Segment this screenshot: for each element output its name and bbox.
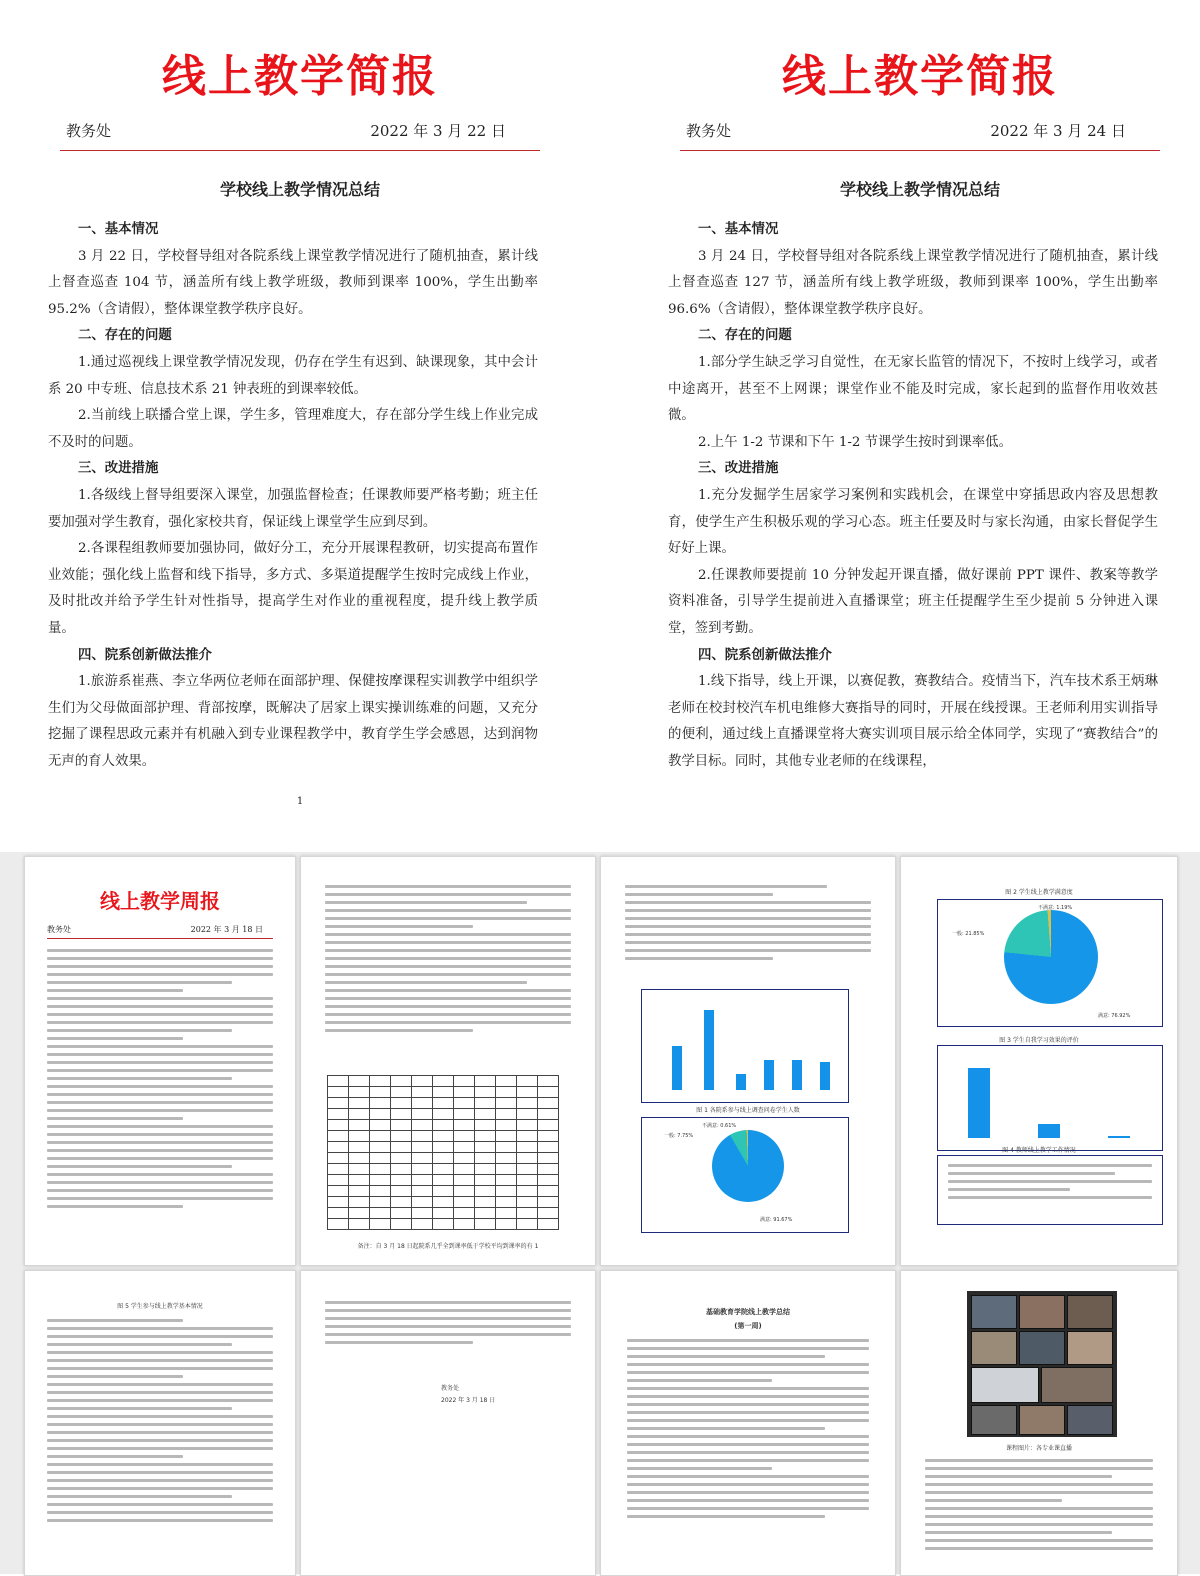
bar bbox=[672, 1046, 682, 1090]
department: 教务处 bbox=[66, 122, 112, 140]
bulletin-meta bbox=[680, 120, 1160, 150]
bar bbox=[736, 1074, 746, 1090]
bar bbox=[1108, 1136, 1130, 1138]
paragraph: 3 月 24 日，学校督导组对各院系线上课堂教学情况进行了随机抽查，累计线上督查巡查 127 节，涵盖所有线上教学班级，教师到课率 100%，学生出勤率 96.6%（含请假），整体课堂教学秩序良好。 bbox=[668, 248, 1158, 317]
thumb-page-4 bbox=[900, 856, 1178, 1266]
bulletin-meta bbox=[60, 120, 540, 150]
thumb-sign: 教务处 bbox=[441, 1385, 460, 1392]
thumb-pie-chart bbox=[937, 899, 1163, 1027]
thumb-dept: 教务处 bbox=[47, 925, 71, 934]
thumb-subtitle: (第一周) bbox=[734, 1322, 762, 1330]
red-rule bbox=[680, 150, 1160, 151]
pie-label: 一般: 7.75% bbox=[664, 1133, 694, 1139]
section-heading: 四、院系创新做法推介 bbox=[698, 647, 832, 663]
thumb-text-lines bbox=[925, 1459, 1153, 1550]
pie-label: 满意: 76.92% bbox=[1098, 1013, 1131, 1019]
thumb-text-lines bbox=[627, 1339, 869, 1518]
thumb-text-lines bbox=[47, 949, 273, 1208]
thumb-page-3 bbox=[600, 856, 896, 1266]
paragraph: 1.部分学生缺乏学习自觉性，在无家长监管的情况下，不按时上线学习，或者中途离开，甚至不上网课；课堂作业不能及时完成，家长起到的监督作用收效甚微。 bbox=[668, 354, 1158, 424]
bulletin-page-1 bbox=[20, 0, 580, 820]
pie-label: 满意: 91.67% bbox=[760, 1217, 793, 1223]
section-heading: 一、基本情况 bbox=[78, 222, 159, 237]
bar bbox=[820, 1062, 830, 1090]
pie bbox=[1004, 910, 1098, 1004]
thumb-page-2 bbox=[300, 856, 596, 1266]
paragraph: 1.各级线上督导组要深入课堂，加强监督检查；任课教师要严格考勤；班主任要加强对学生教育，强化家校共育，保证线上课堂学生应到尽到。 bbox=[48, 487, 538, 530]
thumb-text-lines bbox=[325, 1301, 571, 1344]
thumb-text-lines bbox=[325, 885, 571, 1032]
issue-date: 2022 年 3 月 24 日 bbox=[990, 122, 1126, 140]
masthead-title: 线上教学简报 bbox=[782, 51, 1058, 102]
pie-label: 不满意: 0.61% bbox=[702, 1123, 737, 1129]
thumb-date: 2022 年 3 月 18 日 bbox=[190, 925, 263, 934]
thumb-text-lines bbox=[625, 885, 871, 960]
paragraph: 3 月 22 日，学校督导组对各院系线上课堂教学情况进行了随机抽查，累计线上督查巡查 104 节，涵盖所有线上教学班级，教师到课率 100%，学生出勤率 95.2%（含请假），整体课堂教学秩序良好。 bbox=[48, 248, 538, 317]
paragraph: 1.通过巡视线上课堂教学情况发现，仍存在学生有迟到、缺课现象，其中会计系 20 中专班、信息技术系 21 钟表班的到课率较低。 bbox=[48, 354, 538, 397]
paragraph: 1.线下指导，线上开课，以赛促教，赛教结合。疫情当下，汽车技术系王炳琳老师在校封校汽车机电维修大赛指导的同时，开展在线授课。王老师利用实训指导的便利，通过线上直播课堂将大赛实训项目展示给全体同学，实现了“赛教结合”的教学目标。同时，其他专业老师的在线课程， bbox=[668, 674, 1158, 769]
department: 教务处 bbox=[686, 122, 732, 140]
section-heading: 三、改进措施 bbox=[78, 461, 159, 477]
pie-label: 一般: 21.85% bbox=[952, 931, 985, 937]
thumb-table-image bbox=[937, 1155, 1163, 1225]
paragraph: 1.充分发掘学生居家学习案例和实践机会，在课堂中穿插思政内容及思想教育，使学生产生积极乐观的学习心态。班主任要及时与家长沟通，由家长督促学生好好上课。 bbox=[668, 487, 1158, 557]
section-heading: 二、存在的问题 bbox=[698, 328, 792, 344]
thumb-caption: 课程图片：各专业课直播 bbox=[1005, 1445, 1072, 1452]
page-number: 1 bbox=[296, 796, 304, 807]
thumb-page-1 bbox=[24, 856, 296, 1266]
thumb-fig-title: 图 3 学生自我学习效果的评价 bbox=[999, 1037, 1079, 1044]
paragraph: 1.旅游系崔燕、李立华两位老师在面部护理、保健按摩课程实训教学中组织学生们为父母做面部护理、背部按摩，既解决了居家上课实操训练难的问题，又充分挖掘了课程思政元素并有机融入到专业课程教学中，教育学生学会感恩，达到润物无声的育人效果。 bbox=[48, 674, 538, 769]
thumb-bar-chart bbox=[641, 989, 849, 1103]
paragraph: 2.上午 1-2 节课和下午 1-2 节课学生按时到课率低。 bbox=[698, 434, 1012, 450]
doc-title: 学校线上教学情况总结 bbox=[839, 180, 1000, 199]
thumb-pie-chart bbox=[641, 1117, 849, 1233]
paragraph: 2.任课教师要提前 10 分钟发起开课直播，做好课前 PPT 课件、教案等教学资料准备，引导学生提前进入直播课堂；班主任提醒学生至少提前 5 分钟进入课堂，签到考勤。 bbox=[668, 567, 1158, 636]
thumb-date: 2022 年 3 月 18 日 bbox=[441, 1397, 496, 1404]
pie-label: 不满意: 1.19% bbox=[1038, 905, 1073, 911]
thumb-bar-chart bbox=[937, 1045, 1163, 1151]
thumb-fig-title: 图 2 学生线上教学满意度 bbox=[1005, 889, 1073, 896]
bar bbox=[1038, 1124, 1060, 1138]
class-screenshot-image bbox=[967, 1291, 1117, 1437]
issue-date: 2022 年 3 月 22 日 bbox=[370, 122, 506, 140]
thumb-caption: 备注：自 3 月 18 日起院系几乎全到课率低于学校平均到课率的有 1 bbox=[357, 1243, 539, 1250]
masthead-title: 线上教学简报 bbox=[162, 51, 438, 102]
thumb-page-8 bbox=[900, 1270, 1178, 1576]
doc-body bbox=[668, 217, 1158, 775]
thumb-title: 基础教育学院线上教学总结 bbox=[706, 1308, 790, 1316]
section-heading: 一、基本情况 bbox=[698, 222, 779, 237]
bar bbox=[968, 1068, 990, 1138]
thumb-masthead: 线上教学周报 bbox=[100, 889, 220, 913]
thumb-fig-title: 图 4 教师线上教学工作情况 bbox=[1002, 1147, 1076, 1154]
thumb-page-7 bbox=[600, 1270, 896, 1576]
bar bbox=[764, 1060, 774, 1090]
bar bbox=[704, 1010, 714, 1090]
paragraph: 2.当前线上联播合堂上课，学生多，管理难度大，存在部分学生线上作业完成不及时的问题。 bbox=[48, 408, 538, 450]
doc-body bbox=[48, 217, 538, 775]
section-heading: 三、改进措施 bbox=[698, 461, 779, 477]
bar bbox=[792, 1060, 802, 1090]
thumb-data-table bbox=[327, 1075, 559, 1230]
section-heading: 二、存在的问题 bbox=[78, 328, 172, 344]
doc-title: 学校线上教学情况总结 bbox=[219, 180, 380, 199]
bulletin-page-2 bbox=[640, 0, 1200, 820]
paragraph: 2.各课程组教师要加强协同，做好分工，充分开展课程教研，切实提高布置作业效能；强化线上监督和线下指导，多方式、多渠道提醒学生按时完成线上作业，及时批改并给予学生针对性指导，提高学生对作业的重视程度，提升线上教学质量。 bbox=[48, 541, 538, 636]
thumb-page-6 bbox=[300, 1270, 596, 1576]
thumb-meta bbox=[47, 924, 273, 939]
thumb-caption: 图 1 各院系参与线上调查问卷学生人数 bbox=[696, 1107, 800, 1114]
section-heading: 四、院系创新做法推介 bbox=[78, 647, 212, 663]
thumb-fig-title: 图 5 学生参与线上教学基本情况 bbox=[117, 1303, 203, 1310]
thumb-text-lines bbox=[47, 1319, 273, 1522]
red-rule bbox=[60, 150, 540, 151]
pie bbox=[712, 1130, 784, 1202]
thumb-page-5 bbox=[24, 1270, 296, 1576]
